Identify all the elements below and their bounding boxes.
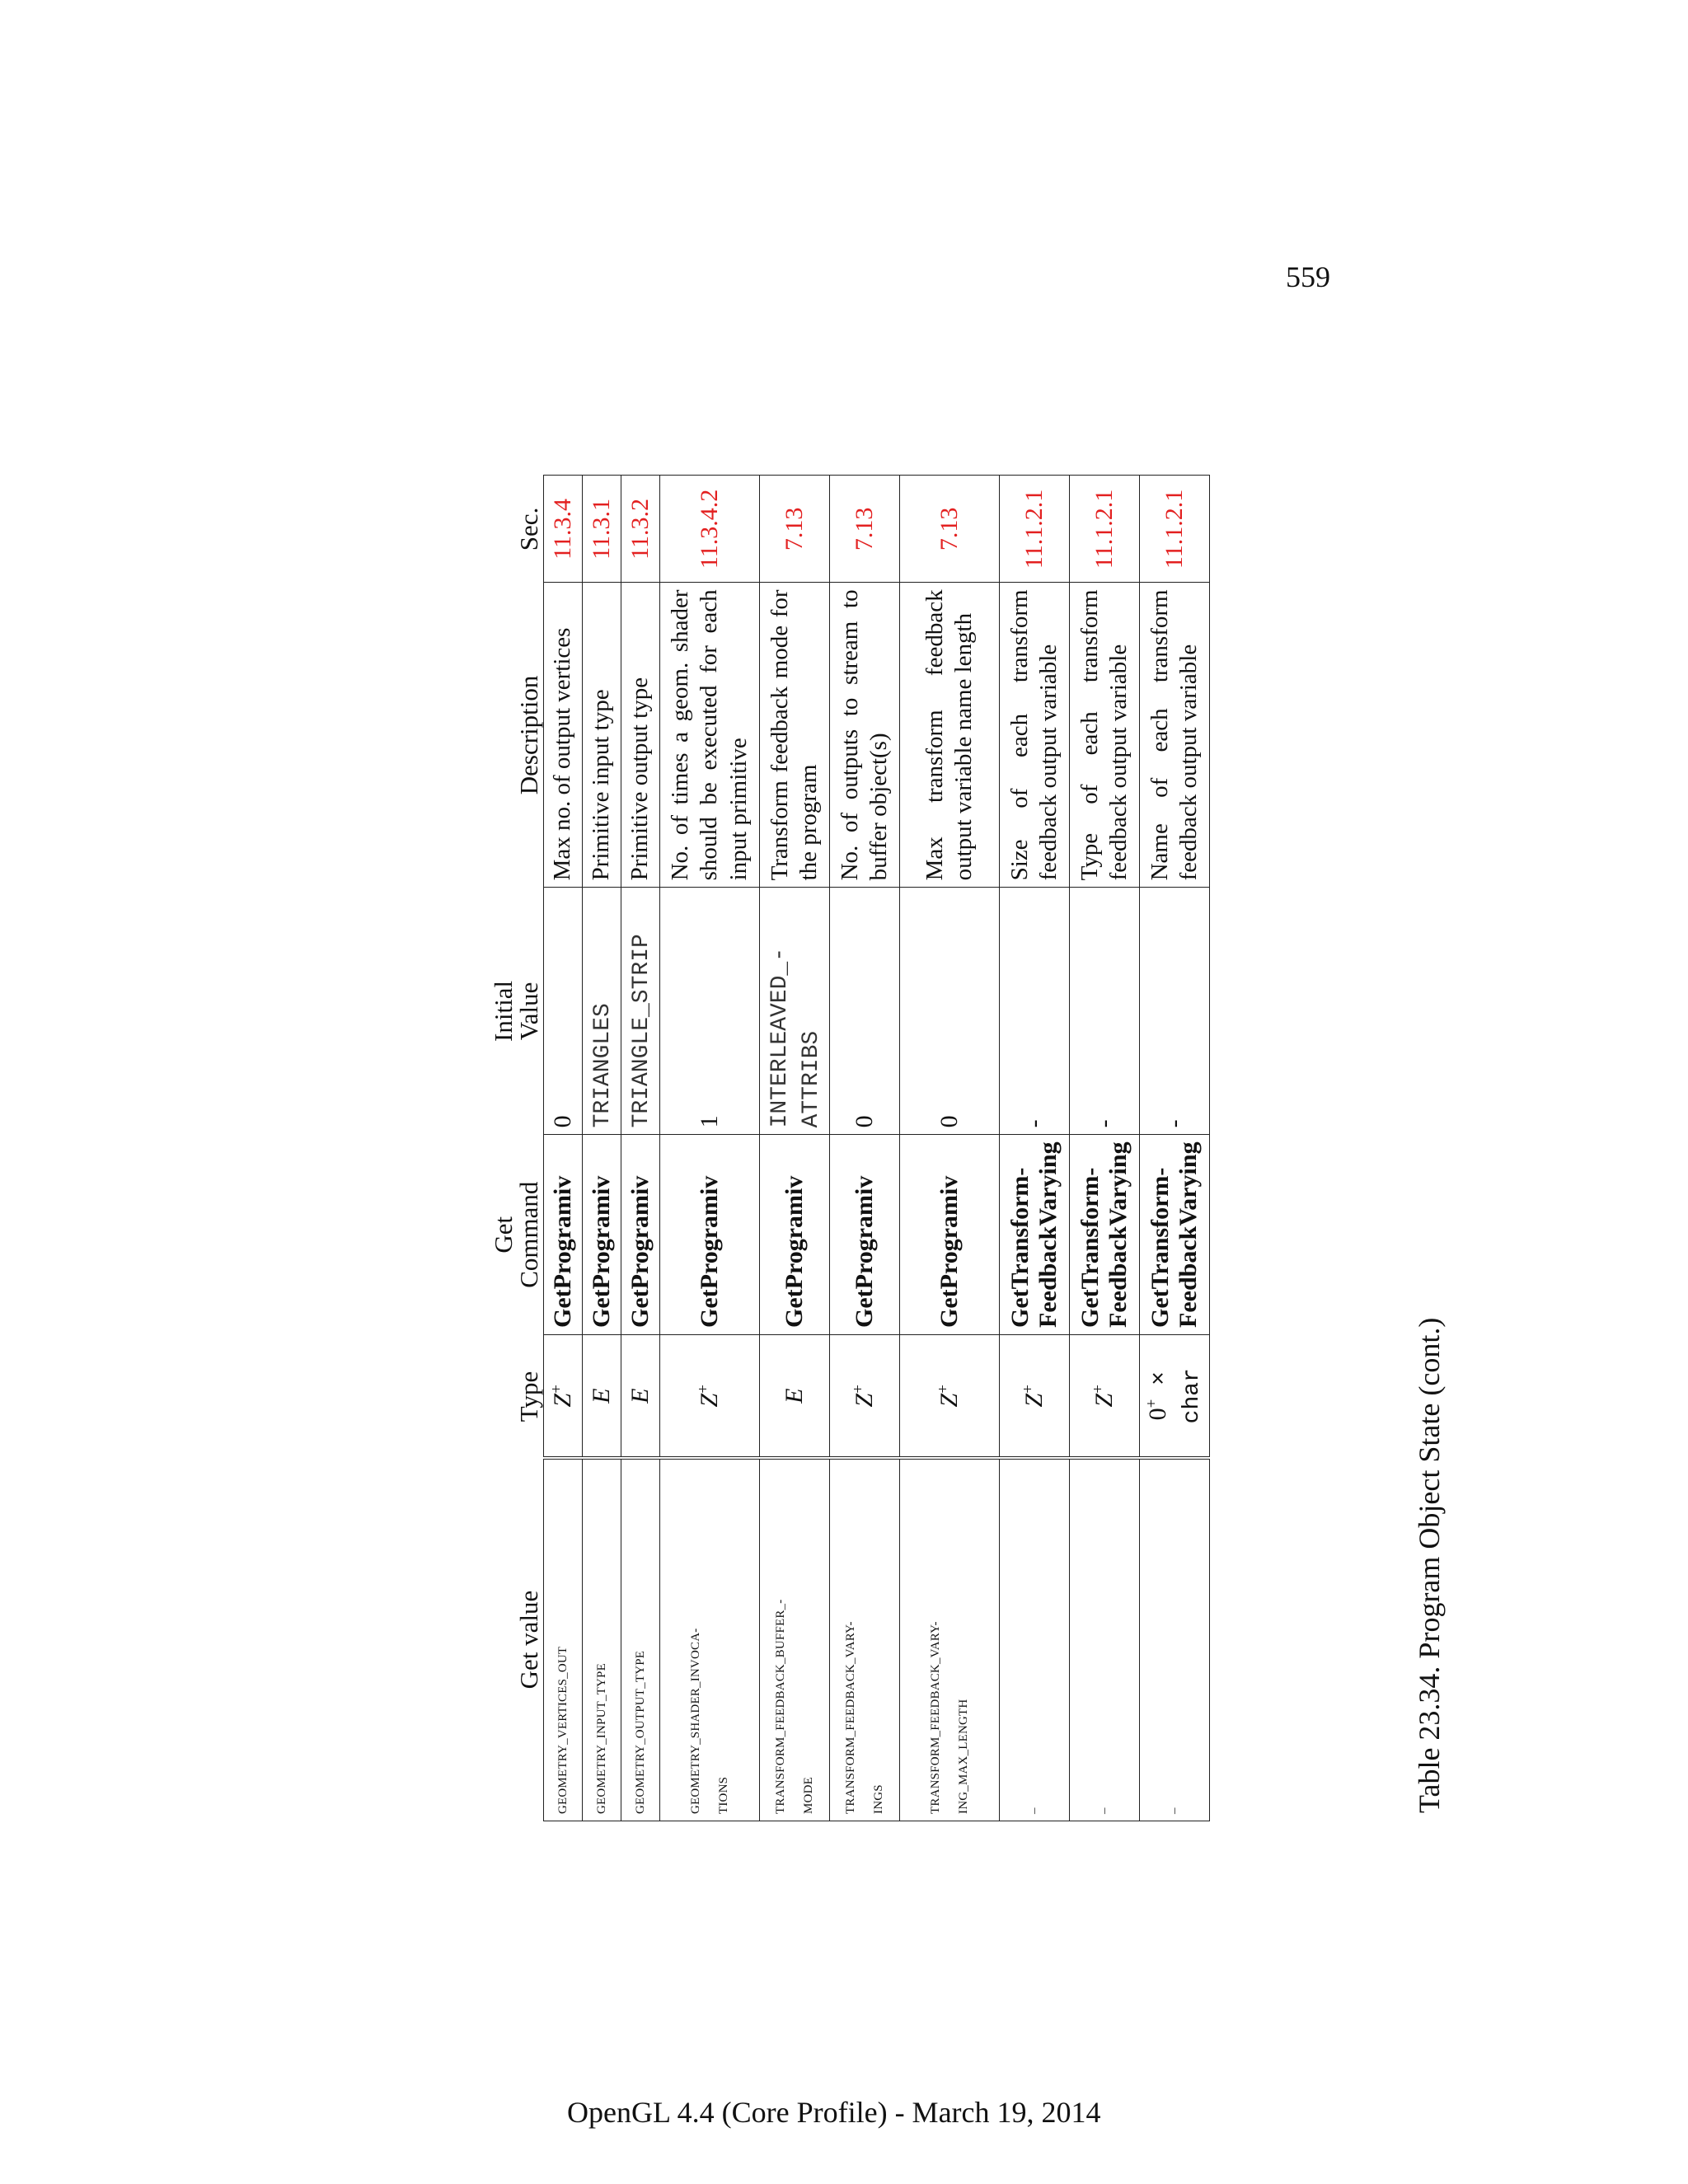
cell-get-value: TRANSFORM_FEEDBACK_BUFFER_- MODE <box>760 1459 830 1821</box>
cell-initial-value: 0 <box>830 888 900 1135</box>
cell-description: Max no. of output vertices <box>544 583 583 888</box>
cell-description: Type of each transform feedback output variable <box>1070 583 1140 888</box>
cell-initial-value: TRIANGLES <box>583 888 621 1135</box>
cell-initial-value: - <box>1000 888 1070 1135</box>
cell-get-value: – <box>1140 1459 1210 1821</box>
cell-get-value: GEOMETRY_OUTPUT_TYPE <box>621 1459 660 1821</box>
table-row <box>760 476 830 1821</box>
cell-section-link[interactable]: 11.3.4 <box>544 476 583 583</box>
cell-get-value: TRANSFORM_FEEDBACK_VARY- INGS <box>830 1459 900 1821</box>
cell-get-value: GEOMETRY_INPUT_TYPE <box>583 1459 621 1821</box>
header-description: Description <box>514 675 543 795</box>
cell-initial-value: - <box>1140 888 1210 1135</box>
cell-section-link[interactable]: 11.3.2 <box>621 476 660 583</box>
cell-section-link[interactable]: 11.3.4.2 <box>660 476 760 583</box>
cell-get-command: GetProgramiv <box>830 1135 900 1335</box>
cell-get-command: GetTransform- FeedbackVarying <box>1140 1135 1210 1335</box>
cell-get-value: – <box>1070 1459 1140 1821</box>
cell-initial-value: 0 <box>544 888 583 1135</box>
table-row <box>583 476 621 1821</box>
cell-type: Z+ <box>544 1335 583 1459</box>
cell-description: No. of times a geom. shader should be executed for each input primitive <box>660 583 760 888</box>
cell-section-link[interactable]: 7.13 <box>830 476 900 583</box>
table-header-row <box>466 476 544 1821</box>
table-row <box>621 476 660 1821</box>
cell-get-value: GEOMETRY_SHADER_INVOCA- TIONS <box>660 1459 760 1821</box>
table-row <box>900 476 1000 1821</box>
header-get-command: Get Command <box>489 1181 543 1288</box>
program-object-state-table <box>466 475 1210 1821</box>
cell-type: E <box>760 1335 830 1459</box>
cell-get-command: GetTransform- FeedbackVarying <box>1070 1135 1140 1335</box>
header-get-value: Get value <box>514 1590 543 1690</box>
cell-section-link[interactable]: 11.1.2.1 <box>1140 476 1210 583</box>
cell-get-value: – <box>1000 1459 1070 1821</box>
cell-get-command: GetProgramiv <box>660 1135 760 1335</box>
cell-description: Name of each transform feedback output variable <box>1140 583 1210 888</box>
cell-type: Z+ <box>900 1335 1000 1459</box>
cell-description: Size of each transform feedback output variable <box>1000 583 1070 888</box>
cell-get-command: GetProgramiv <box>544 1135 583 1335</box>
cell-type: Z+ <box>830 1335 900 1459</box>
page-number: 559 <box>1286 260 1330 293</box>
header-initial-value: Initial Value <box>489 980 543 1042</box>
cell-get-command: GetProgramiv <box>760 1135 830 1335</box>
cell-initial-value: TRIANGLE_STRIP <box>621 888 660 1135</box>
cell-type: Z+ <box>660 1335 760 1459</box>
cell-get-command: GetProgramiv <box>621 1135 660 1335</box>
cell-type: E <box>583 1335 621 1459</box>
cell-type: Z+ <box>1000 1335 1070 1459</box>
page-footer: OpenGL 4.4 (Core Profile) - March 19, 2014 <box>567 2096 1101 2129</box>
table-row <box>1140 476 1210 1821</box>
cell-initial-value: 0 <box>900 888 1000 1135</box>
cell-description: Transform feedback mode for the program <box>760 583 830 888</box>
cell-section-link[interactable]: 7.13 <box>760 476 830 583</box>
cell-description: No. of outputs to stream to buffer object(s) <box>830 583 900 888</box>
cell-get-command: GetProgramiv <box>900 1135 1000 1335</box>
cell-get-value: TRANSFORM_FEEDBACK_VARY- ING_MAX_LENGTH <box>900 1459 1000 1821</box>
table-caption: Table 23.34. Program Object State (cont.) <box>1413 1317 1446 1813</box>
header-type: Type <box>514 1371 543 1422</box>
cell-section-link[interactable]: 11.1.2.1 <box>1000 476 1070 583</box>
cell-initial-value: INTERLEAVED_- ATTRIBS <box>760 888 830 1135</box>
header-sec: Sec. <box>514 507 543 551</box>
cell-type: E <box>621 1335 660 1459</box>
table-row <box>830 476 900 1821</box>
rotated-table-content <box>466 363 1446 1821</box>
table-row <box>660 476 760 1821</box>
cell-get-value: GEOMETRY_VERTICES_OUT <box>544 1459 583 1821</box>
cell-type: 0+ × char <box>1140 1335 1210 1459</box>
cell-initial-value: - <box>1070 888 1140 1135</box>
cell-get-command: GetProgramiv <box>583 1135 621 1335</box>
cell-description: Primitive input type <box>583 583 621 888</box>
cell-description: Primitive output type <box>621 583 660 888</box>
rotated-table-region <box>466 363 1446 1821</box>
cell-get-command: GetTransform- FeedbackVarying <box>1000 1135 1070 1335</box>
table-row <box>1070 476 1140 1821</box>
cell-section-link[interactable]: 11.3.1 <box>583 476 621 583</box>
table-row <box>544 476 583 1821</box>
cell-type: Z+ <box>1070 1335 1140 1459</box>
cell-section-link[interactable]: 7.13 <box>900 476 1000 583</box>
cell-initial-value: 1 <box>660 888 760 1135</box>
cell-section-link[interactable]: 11.1.2.1 <box>1070 476 1140 583</box>
table-row <box>1000 476 1070 1821</box>
cell-description: Max transform feedback output variable name length <box>900 583 1000 888</box>
